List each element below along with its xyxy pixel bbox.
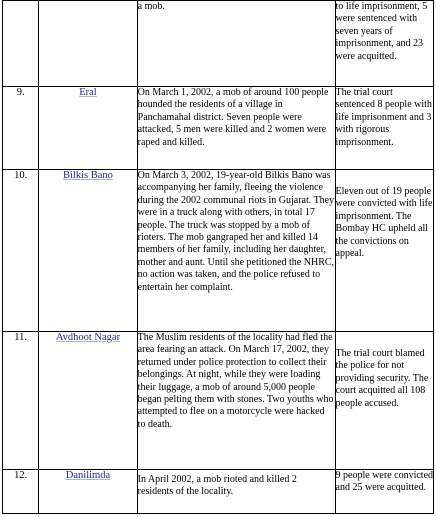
- case-description: [137, 1, 335, 87]
- case-description: [137, 470, 335, 514]
- case-place: [39, 87, 137, 170]
- case-place-text: Eral: [79, 87, 97, 98]
- case-number: 12.: [3, 470, 39, 514]
- table-row: [3, 1, 434, 87]
- case-place-text: Avdhoot Nagar: [55, 332, 121, 343]
- case-place-text: Danilimda: [65, 470, 111, 481]
- case-verdict: [335, 170, 433, 332]
- case-number: 10.: [3, 170, 39, 332]
- case-verdict-text: to life imprisonment, 5 were sentenced with seven years of imprisonment, and 23 were acquitted.: [335, 1, 428, 62]
- case-verdict-text: 9 people were convicted and 25 were acquitted.: [335, 470, 434, 494]
- case-verdict-text: The trial court blamed the police for not providing security. The court acquitted all 108 people accused.: [335, 348, 429, 409]
- case-number: [3, 1, 39, 87]
- table-row: [3, 470, 434, 514]
- case-description-text: On March 3, 2002, 19-year-old Bilkis Bano was accompanying her family, fleeing the violence during the 2002 communal riots in Gujarat. They were in a truck along with others, in total 17 people. The truck was stopped by a mob of rioters. The mob gangraped her and killed 14 members of her family, including her daughter, mother and aunt. Until she petitioned the NHRC, no action was taken, and the police refused to entertain her complaint.: [137, 170, 335, 293]
- case-verdict: [335, 1, 433, 87]
- table-row: [3, 87, 434, 170]
- case-place: [39, 470, 137, 514]
- case-verdict-text: Eleven out of 19 people were convicted with life imprisonment. The Bombay HC upheld all the convictions on appeal.: [335, 186, 433, 260]
- case-verdict: [335, 470, 433, 514]
- case-description-text: In April 2002, a mob rioted and killed 2 residents of the locality.: [137, 474, 297, 498]
- table-row: [3, 332, 434, 470]
- cases-table: [2, 0, 434, 514]
- case-place: [39, 332, 137, 470]
- case-verdict-text: The trial court sentenced 8 people with life imprisonment and 3 with rigorous imprisonment.: [335, 87, 432, 148]
- case-description: [137, 170, 335, 332]
- case-number: 9.: [3, 87, 39, 170]
- case-place: [39, 170, 137, 332]
- case-description-text: a mob.: [137, 1, 165, 12]
- case-place-text: Bilkis Bano: [63, 170, 113, 181]
- case-verdict: [335, 332, 433, 470]
- case-description-text: The Muslim residents of the locality had fled the area fearing an attack. On March 17, 2002, they returned under police protection to collect their belongings. At night, while they were loading their luggage, a mob of around 5,000 people began pelting them with stones. Two youths who attempted to flee on a motorcycle were hacked to death.: [137, 332, 334, 430]
- table-row: [3, 170, 434, 332]
- case-place: [39, 1, 137, 87]
- case-description: [137, 332, 335, 470]
- case-number: 11.: [3, 332, 39, 470]
- case-description-text: On March 1, 2002, a mob of around 100 people hounded the residents of a village in Panchamahal district. Seven people were attacked, 5 men were killed and 2 women were raped and killed.: [137, 87, 329, 148]
- case-verdict: [335, 87, 433, 170]
- case-description: [137, 87, 335, 170]
